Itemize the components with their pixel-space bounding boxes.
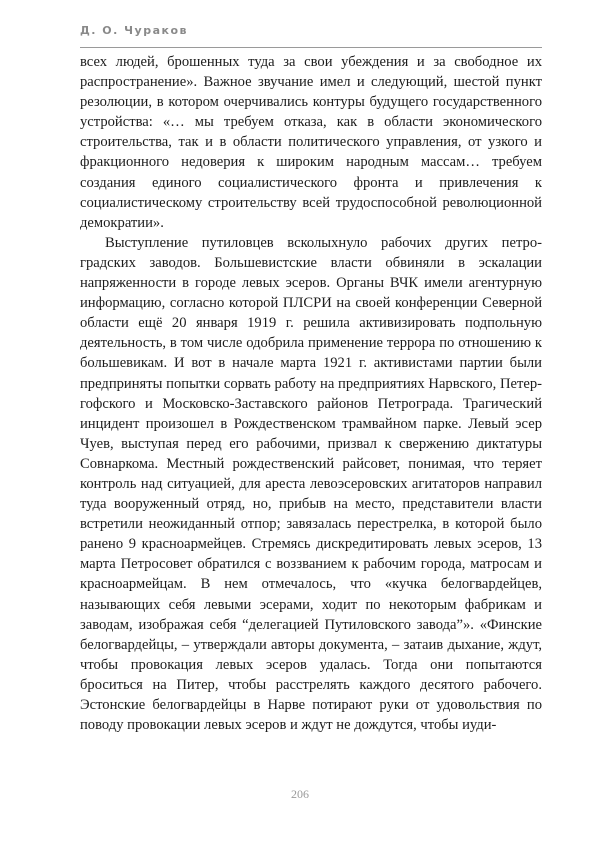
running-head: Д. О. Чураков [80, 24, 189, 37]
page-number: 206 [291, 787, 309, 801]
header-rule [80, 47, 542, 48]
paragraph-continuation: всех людей, брошенных туда за свои убеждения и за свободное их распространение». Важное звучание имел и следующий, шестой пункт резолюции, в котором очерчивались контуры будущего государственного устройства: «… мы требуем отказа, как в области экономического строительства, так и в области политического управления, от узкого и фракционного недоверия к широким народным массам… требуем создания единого социалистического фронта и привлечения к социалистическому строительству всей трудоспособной революционной демократии». [80, 54, 542, 231]
page-header [80, 22, 542, 52]
paragraph: Выступление путиловцев всколыхнуло рабочих других петроградских заводов. Большевистские власти обвиняли в эскалации напряженности в городе левых эсеров. Органы ВЧК имели агентурную информацию, согласно которой ПЛСРИ на своей конференции Северной области ещё 20 января 1919 г. решила активизировать подпольную деятельность, в том числе одобрила применение террора по отношению к большевикам. И вот в начале марта 1921 г. активистами партии были предприняты попытки сорвать работу на предприятиях Нарвского, Петергофского и Московско-Заставского районов Петрограда. Трагический инцидент произошел в Рождественском трамвайном парке. Левый эсер Чуев, выступая перед его рабочими, призвал к свержению диктатуры Совнаркома. Местный рождественский райсовет, понимая, что теряет контроль над ситуацией, для ареста левоэсеровских агитаторов направил туда вооруженный отряд, но, прибыв на место, представители власти встретили неожиданный отпор; завязалась перестрелка, в которой было ранено 9 красноармейцев. Стремясь дискредитировать левых эсеров, 13 марта Петросовет обратился с воззванием к рабочим города, матросам и красноармейцам. В нем отмечалось, что «кучка белогвардейцев, называющих себя левыми эсерами, ходит по некоторым фабрикам и заводам, изображая себя “делегацией Путиловского завода”». «Финские белогвардейцы, – утверждали авторы документа, – затаив дыхание, ждут, чтобы провокация левых эсеров удалась. Тогда они попытаются броситься на Питер, чтобы расстрелять каждого десятого рабочего. Эстонские белогвардейцы в Нарве потирают руки от удовольствия по поводу провокации левых эсеров и ждут не дождутся, чтобы иуди- [80, 234, 542, 734]
body-text [80, 52, 542, 735]
